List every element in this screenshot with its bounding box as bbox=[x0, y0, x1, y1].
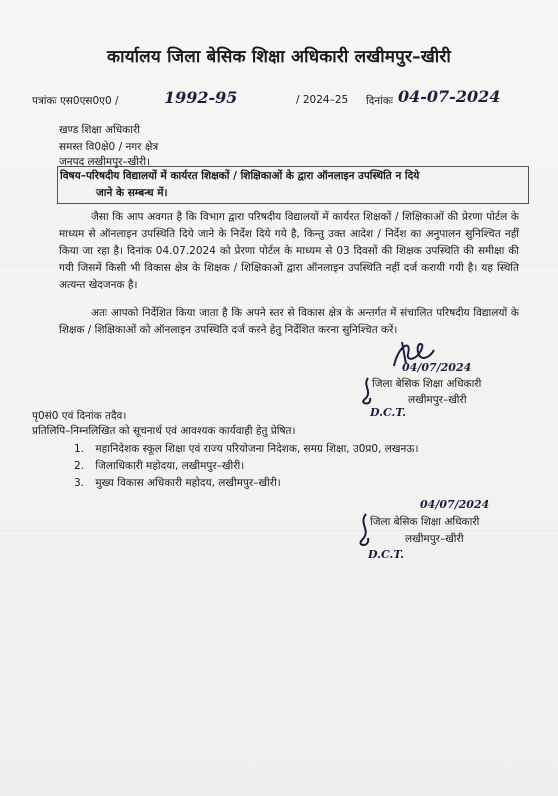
copy-item-number: 2. bbox=[74, 460, 85, 472]
copy-item-text: जिलाधिकारी महोदया, लखीमपुर–खीरी। bbox=[95, 460, 245, 472]
addressee-line: समस्त वि0क्षे0 / नगर क्षेत्र bbox=[59, 141, 159, 153]
signature-place: लखीमपुर–खीरी bbox=[405, 533, 464, 545]
copy-intro: प्रतिलिपि–निम्नलिखित को सूचनार्थ एवं आवश्यक कार्यवाही हेतु प्रेषित। bbox=[32, 425, 296, 437]
signature-designation: जिला बेसिक शिक्षा अधिकारी bbox=[372, 378, 482, 390]
letter-number-handwritten: 1992-95 bbox=[164, 88, 238, 107]
subject-line: विषय–परिषदीय विद्यालयों में कार्यरत शिक्षकों / शिक्षिकाओं के द्वारा ऑनलाइन उपस्थिति न दिये bbox=[60, 170, 420, 182]
paper-crease bbox=[0, 530, 558, 531]
copy-item-number: 1. bbox=[74, 443, 85, 455]
signature-date: 04/07/2024 bbox=[420, 498, 490, 511]
copy-item-number: 3. bbox=[74, 477, 85, 489]
signature-place: लखीमपुर–खीरी bbox=[408, 394, 467, 406]
letter-number-label: पत्रांकः एस0एस0ए0 / bbox=[32, 95, 119, 107]
addressee-line: खण्ड शिक्षा अधिकारी bbox=[59, 124, 140, 136]
subject bbox=[60, 168, 524, 202]
signature-date: 04/07/2024 bbox=[402, 361, 472, 374]
body-paragraph: अतः आपको निर्देशित किया जाता है कि अपने स्तर से विकास क्षेत्र के अन्तर्गत में संचालित परिषदीय विद्यालयों के शिक्षक / शिक्षिकाओं को ऑनलाइन उपस्थिति दर्ज करने हेतु निर्देशित करना सुनिश्चित करें। bbox=[59, 307, 519, 336]
date-handwritten: 04-07-2024 bbox=[398, 87, 501, 106]
addressee-line: जनपद लखीमपुर–खीरी। bbox=[59, 156, 151, 168]
copy-list-item bbox=[74, 476, 281, 490]
body-paragraph: जैसा कि आप अवगत है कि विभाग द्वारा परिषदीय विद्यालयों में कार्यरत शिक्षकों / शिक्षिकाओं की प्रेरणा पोर्टल के माध्यम से ऑनलाइन उपस्थिति दिये जाने के निर्देश दिये गये है, किन्तु उक्त आदेश / निर्देश का अनुपालन सुनिश्चित नहीं किया जा रहा है। दिनांक 04.07.2024 को प्रेरणा पोर्टल के माध्यम से 03 दिवसों की शिक्षक उपस्थिति की समीक्षा की गयी जिसमें किसी भी विकास क्षेत्र के शिक्षक / शिक्षिकाओं द्वारा ऑनलाइन उपस्थिति नहीं दर्ज करायी गयी है। यह स्थिति अत्यन्त खेदजनक है। bbox=[59, 211, 519, 291]
copy-reference: पृ0सं0 एवं दिनांक तदैव। bbox=[32, 410, 127, 422]
copy-list-item bbox=[74, 459, 244, 473]
copy-item-text: महानिदेशक स्कूल शिक्षा एवं राज्य परियोजना निदेशक, समग्र शिक्षा, उ0प्र0, लखनऊ। bbox=[95, 443, 419, 455]
office-title: कार्यालय जिला बेसिक शिक्षा अधिकारी लखीमपुर–खीरी bbox=[107, 47, 451, 67]
subject-line: जाने के सम्बन्ध में। bbox=[96, 187, 168, 199]
date-label: दिनांकः bbox=[366, 95, 394, 107]
dct-mark: D.C.T. bbox=[368, 548, 404, 561]
initials-scribble bbox=[354, 512, 376, 552]
initials-scribble bbox=[358, 376, 378, 410]
copy-list-item bbox=[74, 442, 419, 456]
dct-mark: D.C.T. bbox=[370, 406, 406, 419]
signature-designation: जिला बेसिक शिक्षा अधिकारी bbox=[370, 516, 480, 528]
session-year: / 2024–25 bbox=[296, 94, 349, 106]
copy-item-text: मुख्य विकास अधिकारी महोदय, लखीमपुर–खीरी। bbox=[95, 477, 281, 489]
